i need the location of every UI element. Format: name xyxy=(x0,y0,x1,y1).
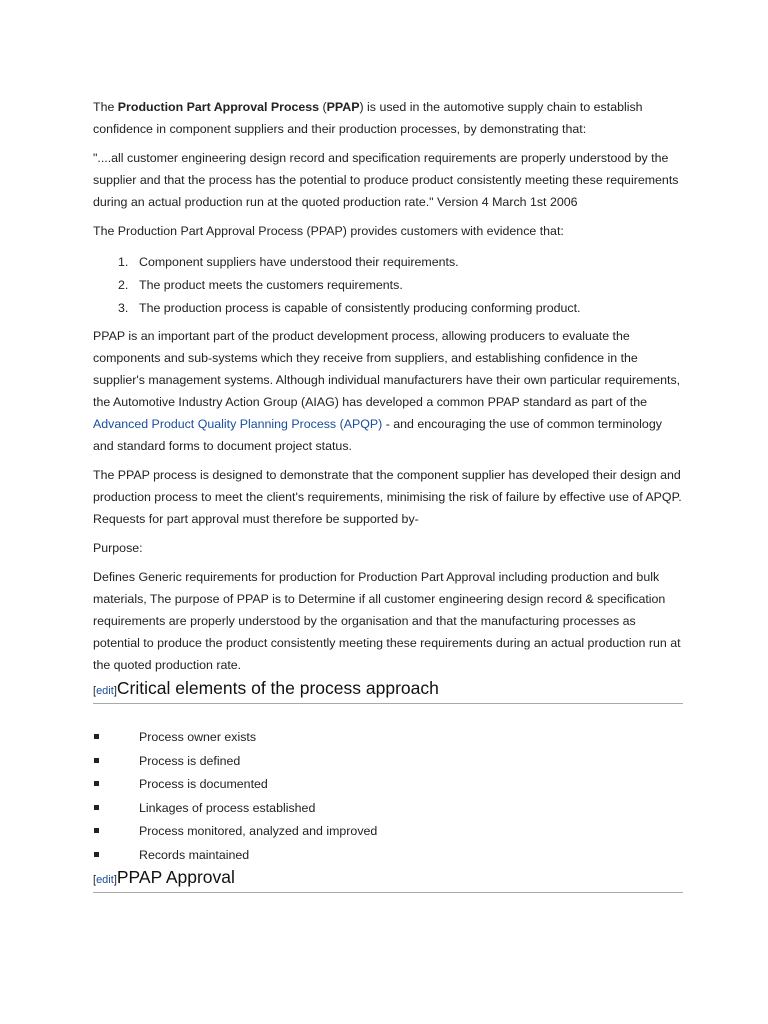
list-item-text: Process is documented xyxy=(139,777,268,791)
edit-link[interactable]: edit xyxy=(96,874,114,886)
intro-bold-acronym: PPAP xyxy=(326,100,360,114)
edit-bracket-close: ] xyxy=(113,685,117,697)
list-item xyxy=(93,820,683,844)
list-item xyxy=(93,750,683,774)
list-item xyxy=(93,297,683,320)
list-item xyxy=(93,844,683,868)
list-item xyxy=(93,797,683,821)
list-item-text: The production process is capable of consistently producing conforming product. xyxy=(139,301,581,315)
purpose-label: Purpose: xyxy=(93,541,143,555)
square-bullet-icon xyxy=(94,828,99,833)
importance-paragraph xyxy=(93,325,683,457)
square-bullet-icon xyxy=(94,852,99,857)
section-heading-critical-elements xyxy=(93,678,683,704)
critical-elements-list xyxy=(93,726,683,867)
edit-bracket-open: [ xyxy=(93,874,97,886)
intro-bold-term: Production Part Approval Process xyxy=(117,100,320,114)
list-item xyxy=(93,773,683,797)
evidence-list xyxy=(93,251,683,320)
evidence-intro: The Production Part Approval Process (PPAP) provides customers with evidence that: xyxy=(93,224,564,238)
list-item xyxy=(93,726,683,750)
purpose-paragraph: Defines Generic requirements for production for Production Part Approval including production and bulk materials, The purpose of PPAP is to Determine if all customer engineering design record & specification requirements are properly understood by the organisation and that the manufacturing processes as potential to produce the product consistently meeting these requirements during an actual production run at the quoted production rate. xyxy=(93,570,681,672)
list-number: 1. xyxy=(118,255,129,269)
square-bullet-icon xyxy=(94,781,99,786)
list-item xyxy=(93,251,683,274)
intro-text-1: The xyxy=(93,100,118,114)
list-item-text: Process monitored, analyzed and improved xyxy=(139,824,378,838)
square-bullet-icon xyxy=(94,734,99,739)
intro-paragraph xyxy=(93,96,683,140)
list-item-text: Linkages of process established xyxy=(139,800,316,815)
square-bullet-icon xyxy=(94,758,99,763)
list-item-text: The product meets the customers requirements. xyxy=(139,278,403,292)
design-paragraph: The PPAP process is designed to demonstrate that the component supplier has developed their design and production process to meet the client's requirements, minimising the risk of failure by effective use of APQP. Requests for part approval must therefore be supported by- xyxy=(93,468,682,526)
apqp-link[interactable]: Advanced Product Quality Planning Process (APQP) xyxy=(93,417,383,431)
list-item-text: Process owner exists xyxy=(139,730,257,744)
edit-link[interactable]: edit xyxy=(96,685,114,697)
list-item xyxy=(93,274,683,297)
list-item-text: Component suppliers have understood their requirements. xyxy=(139,255,459,269)
section-title: Critical elements of the process approach xyxy=(116,678,439,698)
article-body xyxy=(93,96,683,893)
intro-text-2: ( xyxy=(319,100,327,114)
intro-text-3: ) is used in the automotive supply chain to establish confidence in component suppliers and their production processes, by demonstrating that: xyxy=(93,100,643,136)
section-heading-ppap-approval xyxy=(93,867,683,893)
edit-bracket-open: [ xyxy=(93,685,97,697)
edit-bracket-close: ] xyxy=(113,874,117,886)
section-title: PPAP Approval xyxy=(116,867,235,887)
list-item-text: Records maintained xyxy=(139,847,250,862)
list-number: 3. xyxy=(118,301,129,315)
list-item-text: Process is defined xyxy=(139,753,241,768)
square-bullet-icon xyxy=(94,805,99,810)
importance-text-after: - and encouraging the use of common terminology and standard forms to document project status. xyxy=(93,417,662,453)
importance-text-before: PPAP is an important part of the product development process, allowing producers to evaluate the components and sub-systems which they receive from suppliers, and establishing confidence in the supplier's management systems. Although individual manufacturers have their own particular requirements, the Automotive Industry Action Group (AIAG) has developed a common PPAP standard as part of the xyxy=(93,329,681,409)
list-number: 2. xyxy=(118,278,129,292)
quote-paragraph: "....all customer engineering design record and specification requirements are properly understood by the supplier and that the process has the potential to produce product consistently meeting these requirements during an actual production run at the quoted production rate." Version 4 March 1st 2006 xyxy=(93,151,679,209)
